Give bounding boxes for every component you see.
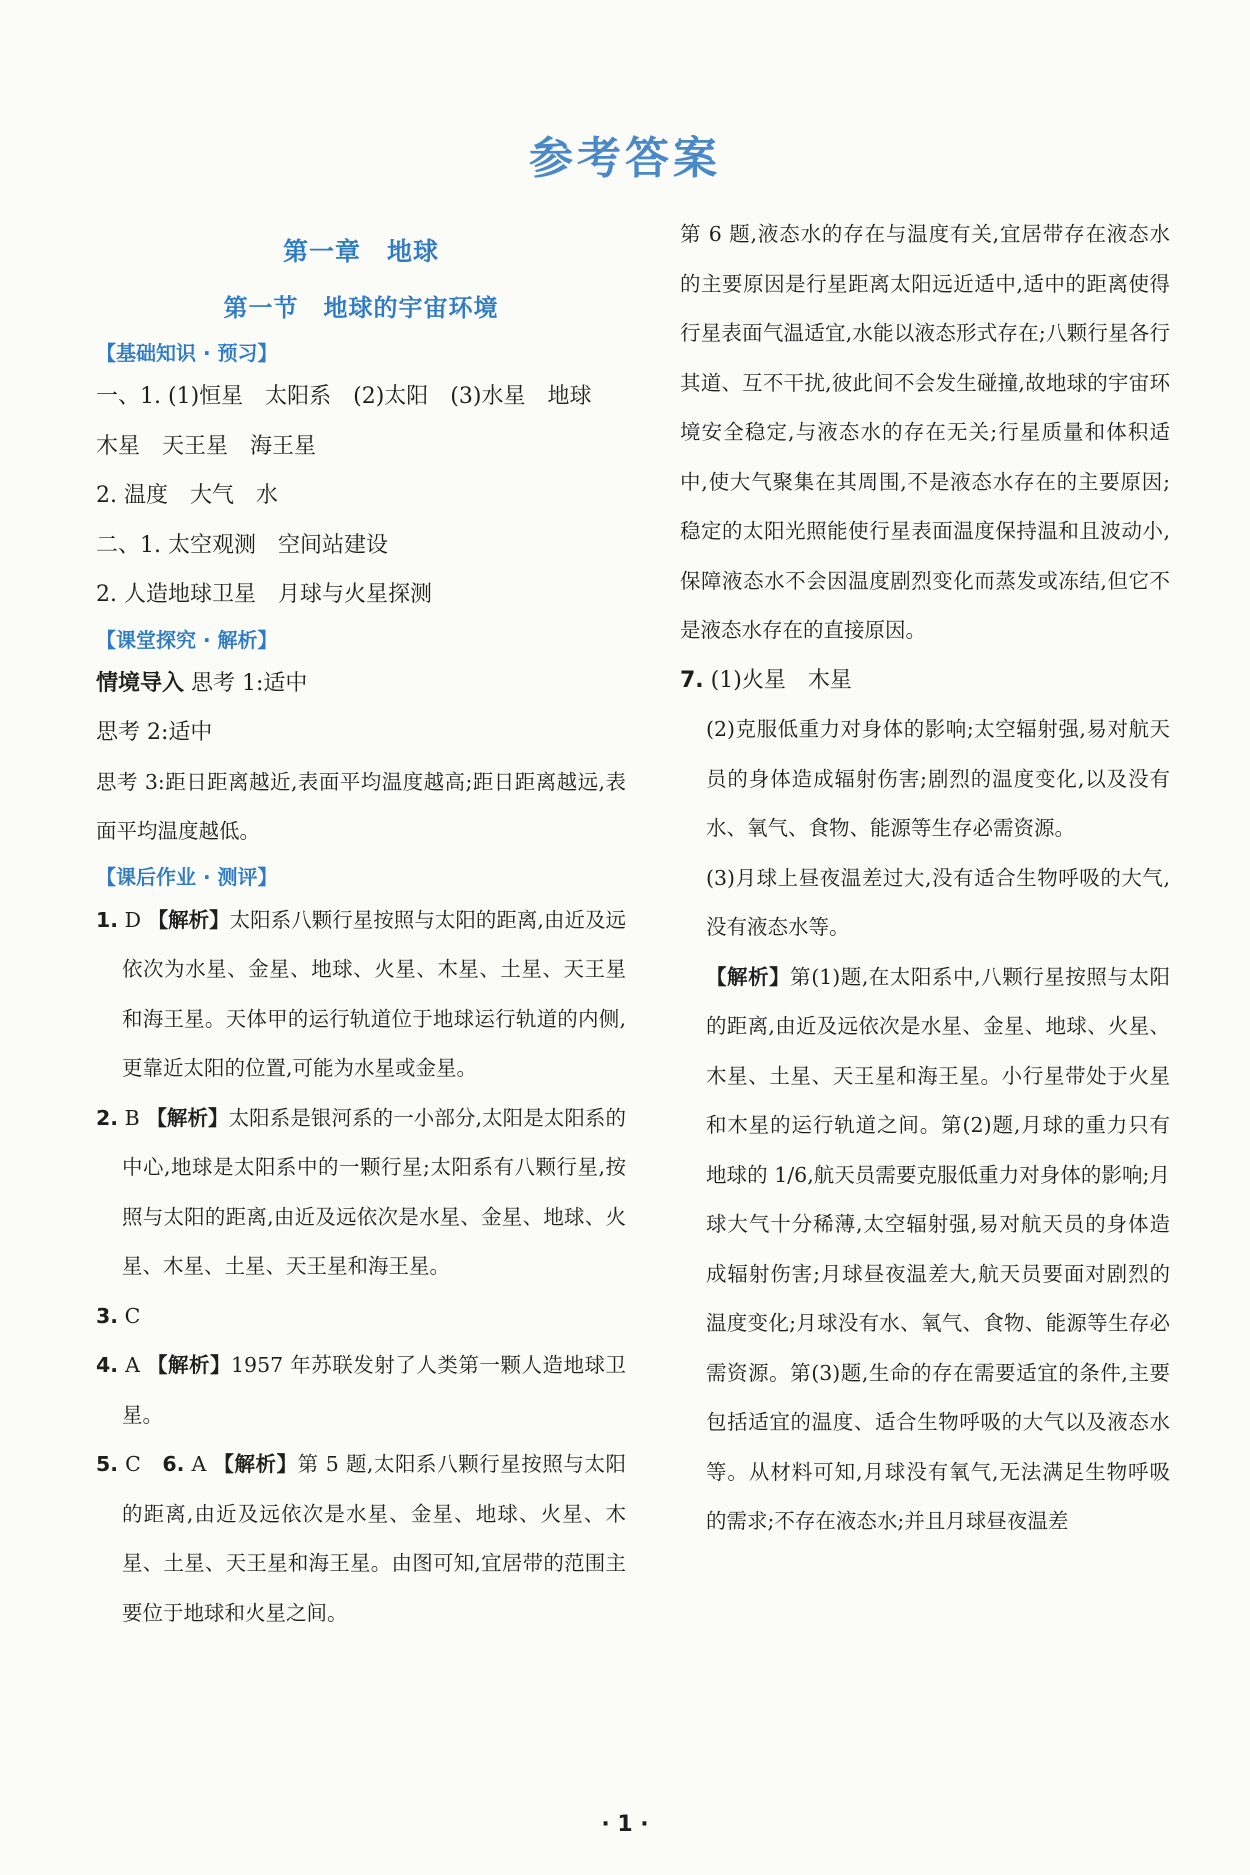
answer-paragraph: 思考 3:距日距离越近,表面平均温度越高;距日距离越远,表面平均温度越低。 — [96, 769, 626, 843]
answer-paragraph: (2)克服低重力对身体的影响;太空辐射强,易对航天员的身体造成辐射伤害;剧烈的温度变化,以及没有水、氧气、食物、能源等生存必需资源。 — [706, 717, 1170, 840]
tag-basic-knowledge: 【基础知识 · 预习】 — [96, 341, 278, 365]
right-column — [680, 222, 1170, 1547]
answer-line: 思考 2:适中 — [96, 720, 213, 745]
left-column — [96, 232, 626, 1638]
tag-class-exploration: 【课堂探究 · 解析】 — [96, 627, 278, 652]
answer-item: 5. C 6. A 【解析】第 5 题,太阳系八颗行星按照与太阳的距离,由近及远依次是水星、金星、地球、火星、木星、土星、天王星和海王星。由图可知,宜居带的范围主要位于地球和火星之间。 — [96, 1452, 627, 1625]
answer-item: 4. A 【解析】1957 年苏联发射了人类第一颗人造地球卫星。 — [96, 1353, 626, 1427]
answer-item: 7. (1)火星 木星 — [680, 667, 852, 693]
answer-line: 一、1. (1)恒星 太阳系 (2)太阳 (3)水星 地球 — [96, 384, 592, 409]
answer-item: 1. D 【解析】太阳系八颗行星按照与太阳的距离,由近及远依次为水星、金星、地球、火星、木星、土星、天王星和海王星。天体甲的运行轨道位于地球运行轨道的内侧,更靠近太阳的位置,可能为水星或金星。 — [96, 907, 627, 1080]
tag-homework: 【课后作业 · 测评】 — [96, 864, 278, 889]
answer-item: 3. C — [96, 1303, 141, 1328]
answer-line: 木星 天王星 海王星 — [96, 433, 317, 459]
scenario-label: 情境导入 — [96, 669, 185, 696]
answer-line: 二、1. 太空观测 空间站建设 — [96, 532, 388, 558]
section-heading: 第一节 地球的宇宙环境 — [223, 293, 499, 322]
answer-line: 2. 温度 大气 水 — [96, 483, 278, 508]
answer-paragraph: 【解析】第(1)题,在太阳系中,八颗行星按照与太阳的距离,由近及远依次是水星、金星、地球、火星、木星、土星、天王星和海王星。小行星带处于火星和木星的运行轨道之间。第(2)题,月球的重力只有地球的 1/6,航天员需要克服低重力对身体的影响;月球大气十分稀薄,太空辐射强,易对航天员的身体造成辐射伤害;月球昼夜温差大,航天员要面对剧烈的温度变化;月球没有水、氧气、食物、能源等生存必需资源。第(3)题,生命的存在需要适宜的条件,主要包括适宜的温度、适合生物呼吸的大气以及液态水等。从材料可知,月球没有氧气,无法满足生物呼吸的需求;不存在液态水;并且月球昼夜温差 — [706, 964, 1170, 1533]
answer-item: 2. B 【解析】太阳系是银河系的一小部分,太阳是太阳系的中心,地球是太阳系中的一颗行星;太阳系有八颗行星,按照与太阳的距离,由近及远依次是水星、金星、地球、火星、木星、土星、天王星和海王星。 — [96, 1105, 627, 1278]
chapter-heading: 第一章 地球 — [282, 237, 439, 266]
page-number: · 1 · — [601, 1812, 649, 1837]
answer-line — [96, 659, 626, 709]
answer-line: 2. 人造地球卫星 月球与火星探测 — [96, 582, 432, 607]
scenario-text: 思考 1:适中 — [184, 670, 308, 696]
page-title: 参考答案 — [529, 133, 721, 184]
answer-paragraph: (3)月球上昼夜温差过大,没有适合生物呼吸的大气,没有液态水等。 — [706, 865, 1170, 939]
answer-paragraph: 第 6 题,液态水的存在与温度有关,宜居带存在液态水的主要原因是行星距离太阳远近适中,适中的距离使得行星表面气温适宜,水能以液态形式存在;八颗行星各行其道、互不干扰,彼此间不会发生碰撞,故地球的宇宙环境安全稳定,与液态水的存在无关;行星质量和体积适中,使大气聚集在其周围,不是液态水存在的主要原因;稳定的太阳光照能使行星表面温度保持温和且波动小,保障液态水不会因温度剧烈变化而蒸发或冻结,但它不是液态水存在的直接原因。 — [680, 222, 1170, 642]
